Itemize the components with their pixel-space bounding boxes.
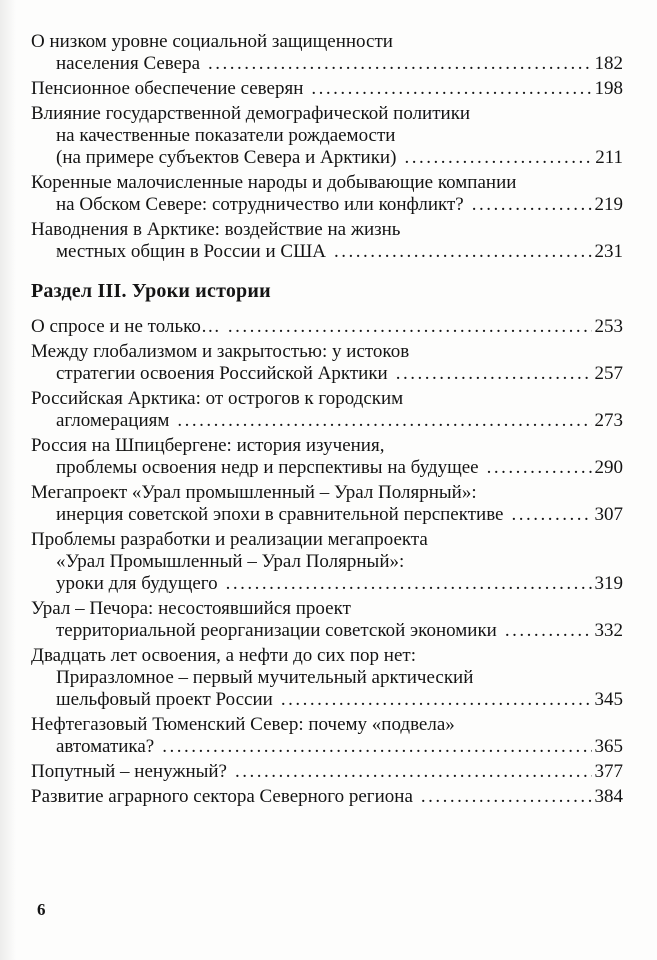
entry-line — [31, 435, 623, 457]
entry-text: «Урал Промышленный – Урал Полярный»: — [56, 551, 405, 572]
entry-text: О спросе и не только… — [31, 316, 220, 337]
entry-line — [31, 786, 623, 808]
entry-line — [31, 667, 623, 689]
entry-text: Попутный – ненужный? — [31, 761, 227, 782]
dot-leader — [511, 504, 591, 526]
entry-page-number: 219 — [594, 194, 623, 215]
entry-page-number: 377 — [594, 761, 623, 782]
dot-leader — [235, 761, 592, 783]
entry-line — [31, 125, 623, 147]
toc-entry — [31, 786, 623, 808]
entry-text: агломерациям — [56, 410, 170, 431]
entry-text: шельфовый проект России — [56, 689, 273, 710]
entry-text: Влияние государственной демографической политики — [31, 103, 471, 124]
entry-line — [31, 53, 623, 75]
entry-line — [31, 194, 623, 216]
toc-entry — [31, 341, 623, 385]
toc-entry — [31, 388, 623, 432]
entry-text: Пенсионное обеспечение северян — [31, 78, 304, 99]
entry-text: Двадцать лет освоения, а нефти до сих пор нет: — [31, 645, 416, 666]
dot-leader — [311, 78, 591, 100]
table-of-contents — [31, 31, 623, 808]
entry-page-number: 273 — [594, 410, 623, 431]
entry-line — [31, 457, 623, 479]
entry-line — [31, 341, 623, 363]
entry-line — [31, 598, 623, 620]
entry-line — [31, 714, 623, 736]
entry-page-number: 332 — [594, 620, 623, 641]
toc-entry — [31, 482, 623, 526]
toc-section — [31, 31, 623, 263]
entry-page-number: 198 — [594, 78, 623, 99]
dot-leader — [162, 736, 591, 758]
entry-text: Между глобализмом и закрытостью: у истоков — [31, 341, 410, 362]
entry-page-number: 319 — [594, 573, 623, 594]
dot-leader — [226, 573, 592, 595]
entry-line — [31, 761, 623, 783]
entry-text: проблемы освоения недр и перспективы на будущее — [56, 457, 479, 478]
entry-line — [31, 31, 623, 53]
entry-text: на качественные показатели рождаемости — [56, 125, 396, 146]
entry-text: инерция советской эпохи в сравнительной перспективе — [56, 504, 504, 525]
entry-line — [31, 388, 623, 410]
entry-text: (на примере субъектов Севера и Арктики) — [56, 147, 397, 168]
toc-entry — [31, 219, 623, 263]
toc-entry — [31, 172, 623, 216]
toc-entry — [31, 598, 623, 642]
entry-text: Развитие аграрного сектора Северного региона — [31, 786, 413, 807]
entry-text: О низком уровне социальной защищенности — [31, 31, 393, 52]
entry-page-number: 307 — [594, 504, 623, 525]
dot-leader — [487, 457, 592, 479]
toc-entry — [31, 103, 623, 169]
entry-page-number: 182 — [594, 53, 623, 74]
entry-page-number: 231 — [594, 241, 623, 262]
toc-entry — [31, 78, 623, 100]
entry-line — [31, 241, 623, 263]
toc-entry — [31, 529, 623, 595]
entry-text: Урал – Печора: несостоявшийся проект — [31, 598, 351, 619]
entry-line — [31, 504, 623, 526]
entry-line — [31, 219, 623, 241]
dot-leader — [228, 316, 592, 338]
entry-text: на Обском Севере: сотрудничество или конфликт? — [56, 194, 464, 215]
entry-line — [31, 551, 623, 573]
page-number: 6 — [37, 900, 46, 919]
toc-entry — [31, 761, 623, 783]
entry-text: населения Севера — [56, 53, 201, 74]
entry-line — [31, 482, 623, 504]
entry-line — [31, 363, 623, 385]
entry-page-number: 345 — [594, 689, 623, 710]
entry-text: территориальной реорганизации советской экономики — [56, 620, 497, 641]
entry-text: Мегапроект «Урал промышленный – Урал Полярный»: — [31, 482, 477, 503]
entry-page-number: 257 — [594, 363, 623, 384]
entry-line — [31, 410, 623, 432]
entry-text: уроки для будущего — [56, 573, 218, 594]
dot-leader — [334, 241, 592, 263]
toc-section — [31, 279, 623, 808]
entry-line — [31, 316, 623, 338]
entry-line — [31, 147, 623, 169]
dot-leader — [404, 147, 592, 169]
entry-line — [31, 645, 623, 667]
entry-line — [31, 689, 623, 711]
entry-line — [31, 529, 623, 551]
entry-line — [31, 172, 623, 194]
dot-leader — [505, 620, 592, 642]
dot-leader — [177, 410, 591, 432]
entry-text: Приразломное – первый мучительный арктический — [56, 667, 474, 688]
toc-entry — [31, 435, 623, 479]
dot-leader — [396, 363, 592, 385]
entry-text: местных общин в России и США — [56, 241, 326, 262]
entry-line — [31, 78, 623, 100]
entry-page-number: 365 — [594, 736, 623, 757]
entry-line — [31, 736, 623, 758]
entry-text: Россия на Шпицбергене: история изучения, — [31, 435, 385, 456]
dot-leader — [472, 194, 592, 216]
entry-page-number: 290 — [594, 457, 623, 478]
entry-line — [31, 573, 623, 595]
dot-leader — [421, 786, 592, 808]
toc-entry — [31, 316, 623, 338]
entry-text: Коренные малочисленные народы и добывающие компании — [31, 172, 517, 193]
entry-text: Наводнения в Арктике: воздействие на жизнь — [31, 219, 401, 240]
section-heading: Раздел III. Уроки истории — [31, 280, 271, 302]
entry-text: Нефтегазовый Тюменский Север: почему «подвела» — [31, 714, 455, 735]
entry-page-number: 253 — [594, 316, 623, 337]
dot-leader — [281, 689, 592, 711]
toc-entry — [31, 645, 623, 711]
toc-entry — [31, 31, 623, 75]
entry-page-number: 384 — [594, 786, 623, 807]
dot-leader — [208, 53, 591, 75]
entry-line — [31, 103, 623, 125]
entry-text: автоматика? — [56, 736, 155, 757]
entry-text: Российская Арктика: от острогов к городским — [31, 388, 404, 409]
entry-line — [31, 620, 623, 642]
entry-page-number: 211 — [595, 147, 623, 168]
entry-text: стратегии освоения Российской Арктики — [56, 363, 388, 384]
toc-entry — [31, 714, 623, 758]
entry-text: Проблемы разработки и реализации мегапроекта — [31, 529, 428, 550]
